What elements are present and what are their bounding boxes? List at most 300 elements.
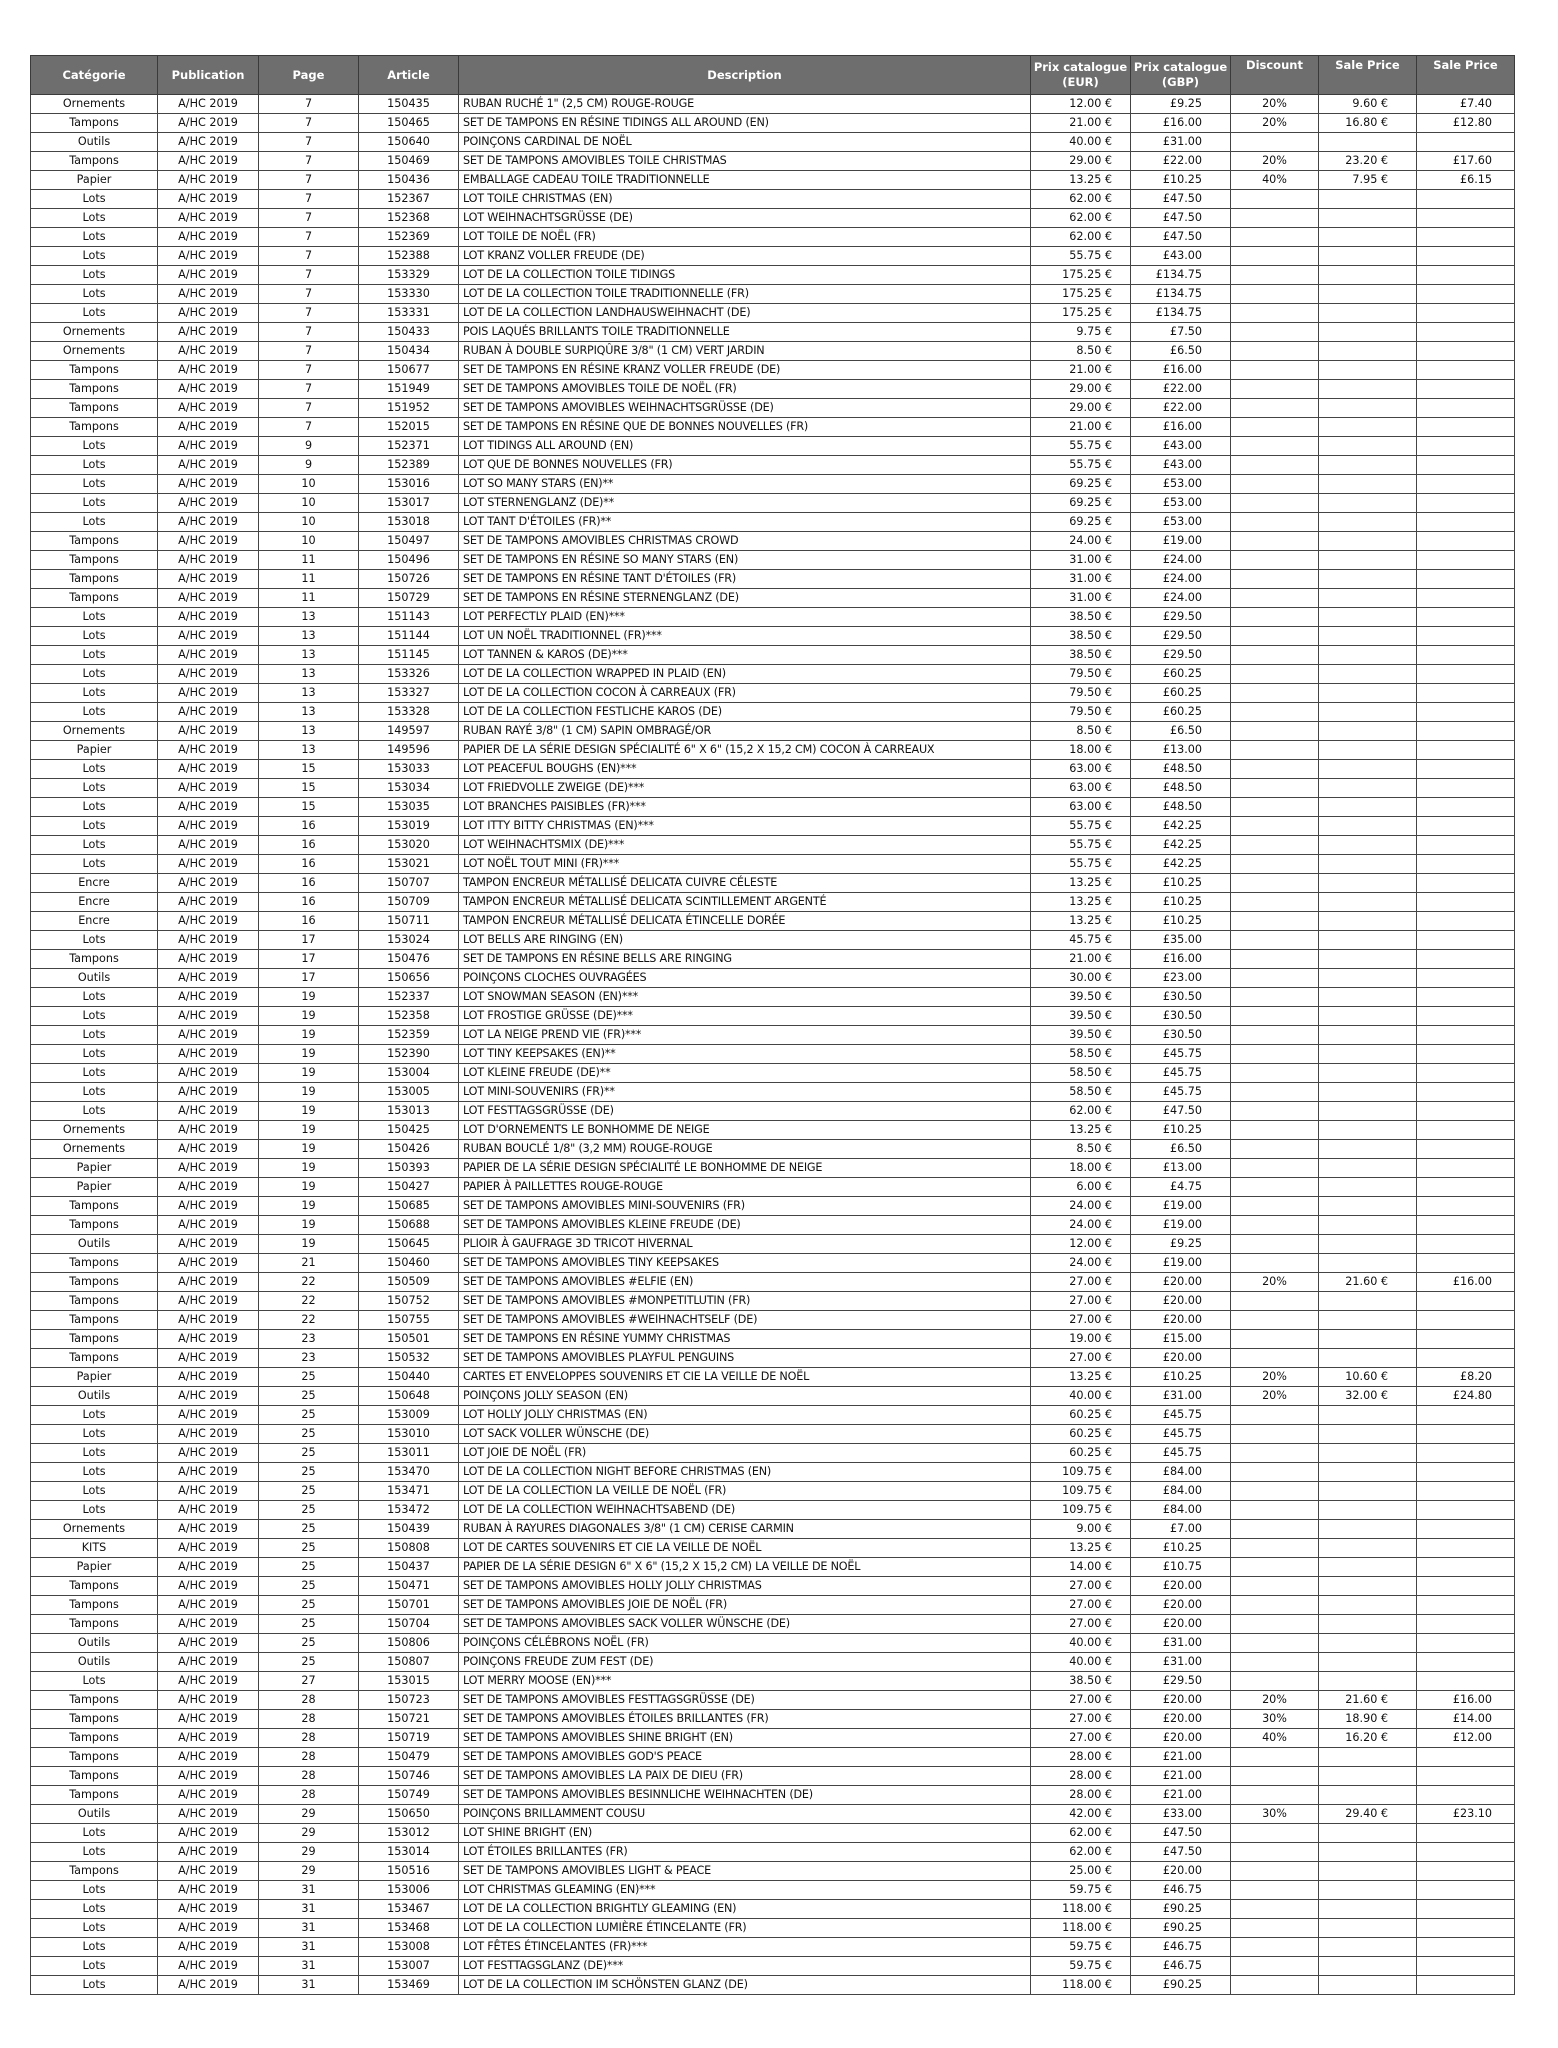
sale-price-eur-cell [1319,836,1417,855]
table-row[interactable] [31,722,1515,741]
prix-gbp-cell: £42.25 [1131,836,1231,855]
prix-gbp-cell: £31.00 [1131,1653,1231,1672]
description-cell: LOT NOËL TOUT MINI (FR)*** [459,855,1031,874]
table-row[interactable] [31,1425,1515,1444]
table-row[interactable] [31,684,1515,703]
publication-cell: A/HC 2019 [158,798,259,817]
page-cell: 10 [259,475,359,494]
prix-eur-cell: 40.00 € [1031,1387,1131,1406]
table-row[interactable] [31,1254,1515,1273]
categorie-cell: Lots [31,988,158,1007]
publication-cell: A/HC 2019 [158,1501,259,1520]
discount-cell [1231,570,1319,589]
page-cell: 31 [259,1919,359,1938]
discount-cell [1231,874,1319,893]
categorie-cell: Tampons [31,1729,158,1748]
prix-eur-cell: 38.50 € [1031,627,1131,646]
sale-price-gbp-cell: £6.15 [1417,171,1515,190]
sale-price-eur-cell [1319,1406,1417,1425]
table-row[interactable] [31,1444,1515,1463]
categorie-cell: Lots [31,1900,158,1919]
table-row[interactable] [31,456,1515,475]
page-cell: 28 [259,1691,359,1710]
page-cell: 16 [259,912,359,931]
prix-eur-cell: 55.75 € [1031,855,1131,874]
header-description[interactable]: Description [459,56,1031,95]
sale-price-eur-cell [1319,1843,1417,1862]
prix-gbp-cell: £48.50 [1131,779,1231,798]
prix-gbp-cell: £16.00 [1131,418,1231,437]
description-cell: LOT BRANCHES PAISIBLES (FR)*** [459,798,1031,817]
description-cell: LOT MINI-SOUVENIRS (FR)** [459,1083,1031,1102]
prix-eur-cell: 58.50 € [1031,1083,1131,1102]
article-cell: 150752 [359,1292,459,1311]
sale-price-gbp-cell [1417,1862,1515,1881]
table-row[interactable] [31,1216,1515,1235]
prix-gbp-cell: £24.00 [1131,570,1231,589]
sale-price-eur-cell [1319,1235,1417,1254]
categorie-cell: Lots [31,1026,158,1045]
header-prix-gbp[interactable] [1131,56,1231,95]
header-page[interactable]: Page [259,56,359,95]
table-row[interactable] [31,1140,1515,1159]
sale-price-eur-cell [1319,950,1417,969]
page-cell: 13 [259,608,359,627]
page-cell: 25 [259,1425,359,1444]
table-row[interactable] [31,380,1515,399]
table-row[interactable] [31,779,1515,798]
description-cell: SET DE TAMPONS AMOVIBLES JOIE DE NOËL (FR) [459,1596,1031,1615]
table-row[interactable] [31,551,1515,570]
prix-gbp-cell: £6.50 [1131,722,1231,741]
page-cell: 7 [259,304,359,323]
description-cell: LOT PERFECTLY PLAID (EN)*** [459,608,1031,627]
prix-eur-cell: 24.00 € [1031,1197,1131,1216]
page-cell: 16 [259,874,359,893]
table-row[interactable] [31,1957,1515,1976]
article-cell: 152388 [359,247,459,266]
table-row[interactable] [31,988,1515,1007]
prix-gbp-cell: £33.00 [1131,1805,1231,1824]
categorie-cell: Lots [31,475,158,494]
prix-eur-cell: 13.25 € [1031,171,1131,190]
publication-cell: A/HC 2019 [158,1767,259,1786]
publication-cell: A/HC 2019 [158,1900,259,1919]
publication-cell: A/HC 2019 [158,1558,259,1577]
publication-cell: A/HC 2019 [158,608,259,627]
sale-price-eur-cell: 7.95 € [1319,171,1417,190]
page-cell: 23 [259,1330,359,1349]
article-cell: 150721 [359,1710,459,1729]
article-cell: 151949 [359,380,459,399]
sale-price-gbp-cell [1417,1539,1515,1558]
header-discount[interactable]: Discount [1231,56,1319,95]
table-row[interactable] [31,342,1515,361]
article-cell: 150701 [359,1596,459,1615]
discount-cell [1231,1634,1319,1653]
table-row[interactable] [31,1976,1515,1995]
categorie-cell: Lots [31,627,158,646]
article-cell: 150719 [359,1729,459,1748]
table-row[interactable] [31,133,1515,152]
prix-gbp-cell: £134.75 [1131,285,1231,304]
page-cell: 25 [259,1615,359,1634]
discount-cell [1231,1045,1319,1064]
categorie-cell: Outils [31,969,158,988]
article-cell: 153035 [359,798,459,817]
table-row[interactable] [31,1862,1515,1881]
article-cell: 153331 [359,304,459,323]
sale-price-eur-cell [1319,665,1417,684]
table-row[interactable] [31,361,1515,380]
publication-cell: A/HC 2019 [158,1843,259,1862]
table-row[interactable] [31,475,1515,494]
sale-price-gbp-cell [1417,798,1515,817]
categorie-cell: Lots [31,1064,158,1083]
prix-gbp-cell: £53.00 [1131,513,1231,532]
table-row[interactable] [31,152,1515,171]
table-row[interactable] [31,95,1515,114]
discount-cell [1231,1577,1319,1596]
description-cell: SET DE TAMPONS AMOVIBLES LIGHT & PEACE [459,1862,1031,1881]
table-row[interactable] [31,627,1515,646]
table-row[interactable] [31,1748,1515,1767]
categorie-cell: Lots [31,855,158,874]
article-cell: 150435 [359,95,459,114]
publication-cell: A/HC 2019 [158,988,259,1007]
header-categorie[interactable]: Catégorie [31,56,158,95]
table-row[interactable] [31,1615,1515,1634]
description-cell: LOT TIDINGS ALL AROUND (EN) [459,437,1031,456]
prix-gbp-cell: £20.00 [1131,1862,1231,1881]
article-cell: 153004 [359,1064,459,1083]
table-row[interactable] [31,190,1515,209]
prix-eur-cell: 62.00 € [1031,1843,1131,1862]
table-body [31,95,1515,1995]
table-row[interactable] [31,1653,1515,1672]
table-row[interactable] [31,1045,1515,1064]
publication-cell: A/HC 2019 [158,589,259,608]
table-row[interactable] [31,1672,1515,1691]
prix-eur-cell: 24.00 € [1031,1254,1131,1273]
page-cell: 13 [259,665,359,684]
table-row[interactable] [31,266,1515,285]
page-cell: 22 [259,1292,359,1311]
table-row[interactable] [31,1292,1515,1311]
table-row[interactable] [31,247,1515,266]
table-row[interactable] [31,1482,1515,1501]
header-sale-price-eur[interactable]: Sale Price [1319,56,1417,95]
table-row[interactable] [31,798,1515,817]
prix-eur-cell: 29.00 € [1031,399,1131,418]
publication-cell: A/HC 2019 [158,836,259,855]
table-row[interactable] [31,399,1515,418]
table-row[interactable] [31,646,1515,665]
table-row[interactable] [31,1311,1515,1330]
table-row[interactable] [31,950,1515,969]
prix-gbp-cell: £90.25 [1131,1900,1231,1919]
table-row[interactable] [31,1710,1515,1729]
description-cell: LOT UN NOËL TRADITIONNEL (FR)*** [459,627,1031,646]
table-row[interactable] [31,1159,1515,1178]
table-row[interactable] [31,1463,1515,1482]
prix-eur-cell: 9.75 € [1031,323,1131,342]
article-cell: 153472 [359,1501,459,1520]
prix-gbp-cell: £45.75 [1131,1045,1231,1064]
table-row[interactable] [31,1235,1515,1254]
sale-price-gbp-cell: £12.80 [1417,114,1515,133]
page-cell: 25 [259,1406,359,1425]
prix-gbp-cell: £13.00 [1131,741,1231,760]
publication-cell: A/HC 2019 [158,1083,259,1102]
table-row[interactable] [31,171,1515,190]
table-row[interactable] [31,1406,1515,1425]
article-cell: 153469 [359,1976,459,1995]
prix-eur-cell: 28.00 € [1031,1786,1131,1805]
table-row[interactable] [31,741,1515,760]
article-cell: 150709 [359,893,459,912]
categorie-cell: Lots [31,931,158,950]
sale-price-gbp-cell [1417,247,1515,266]
publication-cell: A/HC 2019 [158,1881,259,1900]
publication-cell: A/HC 2019 [158,1007,259,1026]
table-row[interactable] [31,1824,1515,1843]
description-cell: SET DE TAMPONS EN RÉSINE STERNENGLANZ (DE) [459,589,1031,608]
prix-eur-cell: 12.00 € [1031,95,1131,114]
table-row[interactable] [31,114,1515,133]
table-row[interactable] [31,1729,1515,1748]
table-row[interactable] [31,304,1515,323]
table-row[interactable] [31,1881,1515,1900]
page-cell: 17 [259,931,359,950]
page-cell: 19 [259,1216,359,1235]
prix-gbp-cell: £47.50 [1131,1824,1231,1843]
table-row[interactable] [31,323,1515,342]
prix-eur-cell: 21.00 € [1031,418,1131,437]
header-sale-price-gbp[interactable]: Sale Price [1417,56,1515,95]
prix-gbp-cell: £10.75 [1131,1558,1231,1577]
categorie-cell: KITS [31,1539,158,1558]
page-cell: 16 [259,836,359,855]
table-row[interactable] [31,1691,1515,1710]
discount-cell [1231,722,1319,741]
page-cell: 25 [259,1539,359,1558]
discount-cell [1231,228,1319,247]
publication-cell: A/HC 2019 [158,1729,259,1748]
discount-cell [1231,1159,1319,1178]
article-cell: 153020 [359,836,459,855]
article-cell: 150425 [359,1121,459,1140]
prix-eur-cell: 27.00 € [1031,1577,1131,1596]
page-cell: 19 [259,1102,359,1121]
sale-price-eur-cell [1319,988,1417,1007]
table-row[interactable] [31,437,1515,456]
discount-cell [1231,1748,1319,1767]
publication-cell: A/HC 2019 [158,1178,259,1197]
table-row[interactable] [31,1843,1515,1862]
table-row[interactable] [31,1596,1515,1615]
description-cell: EMBALLAGE CADEAU TOILE TRADITIONNELLE [459,171,1031,190]
table-row[interactable] [31,893,1515,912]
page-cell: 7 [259,209,359,228]
table-row[interactable] [31,1197,1515,1216]
discount-cell [1231,1064,1319,1083]
header-publication[interactable]: Publication [158,56,259,95]
table-row[interactable] [31,228,1515,247]
page-cell: 19 [259,1178,359,1197]
table-row[interactable] [31,1083,1515,1102]
description-cell: LOT D'ORNEMENTS LE BONHOMME DE NEIGE [459,1121,1031,1140]
page-cell: 7 [259,361,359,380]
table-row[interactable] [31,1805,1515,1824]
article-cell: 152368 [359,209,459,228]
table-row[interactable] [31,1501,1515,1520]
table-row[interactable] [31,1387,1515,1406]
publication-cell: A/HC 2019 [158,722,259,741]
discount-cell [1231,1957,1319,1976]
table-row[interactable] [31,513,1515,532]
article-cell: 153470 [359,1463,459,1482]
description-cell: LOT DE LA COLLECTION TOILE TRADITIONNELLE (FR) [459,285,1031,304]
page-cell: 9 [259,437,359,456]
categorie-cell: Outils [31,133,158,152]
table-row[interactable] [31,1767,1515,1786]
discount-cell [1231,1881,1319,1900]
page-cell: 10 [259,513,359,532]
page-cell: 7 [259,190,359,209]
header-article[interactable]: Article [359,56,459,95]
table-row[interactable] [31,855,1515,874]
categorie-cell: Lots [31,1957,158,1976]
prix-eur-cell: 6.00 € [1031,1178,1131,1197]
table-row[interactable] [31,760,1515,779]
sale-price-eur-cell [1319,133,1417,152]
description-cell: POINÇONS CARDINAL DE NOËL [459,133,1031,152]
table-row[interactable] [31,418,1515,437]
page-cell: 19 [259,1007,359,1026]
discount-cell [1231,1102,1319,1121]
table-row[interactable] [31,1349,1515,1368]
table-row[interactable] [31,1938,1515,1957]
sale-price-gbp-cell [1417,475,1515,494]
table-row[interactable] [31,1026,1515,1045]
sale-price-eur-cell [1319,1216,1417,1235]
table-row[interactable] [31,589,1515,608]
sale-price-gbp-cell [1417,1501,1515,1520]
prix-gbp-cell: £22.00 [1131,152,1231,171]
table-row[interactable] [31,912,1515,931]
discount-cell [1231,1672,1319,1691]
prix-gbp-cell: £30.50 [1131,1007,1231,1026]
sale-price-gbp-cell [1417,190,1515,209]
article-cell: 150479 [359,1748,459,1767]
categorie-cell: Lots [31,836,158,855]
table-row[interactable] [31,1577,1515,1596]
table-row[interactable] [31,817,1515,836]
discount-cell: 20% [1231,1387,1319,1406]
table-row[interactable] [31,608,1515,627]
table-row[interactable] [31,874,1515,893]
article-cell: 153033 [359,760,459,779]
description-cell: SET DE TAMPONS AMOVIBLES TOILE DE NOËL (FR) [459,380,1031,399]
prix-eur-cell: 60.25 € [1031,1425,1131,1444]
discount-cell [1231,418,1319,437]
header-prix-eur[interactable] [1031,56,1131,95]
discount-cell [1231,1235,1319,1254]
article-cell: 153471 [359,1482,459,1501]
discount-cell [1231,1596,1319,1615]
article-cell: 150427 [359,1178,459,1197]
table-row[interactable] [31,1558,1515,1577]
table-row[interactable] [31,836,1515,855]
table-row[interactable] [31,1900,1515,1919]
table-row[interactable] [31,1520,1515,1539]
table-row[interactable] [31,1102,1515,1121]
categorie-cell: Tampons [31,1292,158,1311]
table-row[interactable] [31,1539,1515,1558]
prix-eur-cell: 45.75 € [1031,931,1131,950]
sale-price-gbp-cell [1417,456,1515,475]
article-cell: 150704 [359,1615,459,1634]
sale-price-eur-cell [1319,475,1417,494]
table-row[interactable] [31,494,1515,513]
table-row[interactable] [31,1786,1515,1805]
publication-cell: A/HC 2019 [158,1121,259,1140]
publication-cell: A/HC 2019 [158,1273,259,1292]
sale-price-gbp-cell [1417,1235,1515,1254]
sale-price-eur-cell [1319,418,1417,437]
description-cell: LOT ÉTOILES BRILLANTES (FR) [459,1843,1031,1862]
table-row[interactable] [31,931,1515,950]
sale-price-gbp-cell: £14.00 [1417,1710,1515,1729]
sale-price-gbp-cell [1417,285,1515,304]
table-row[interactable] [31,665,1515,684]
discount-cell [1231,1501,1319,1520]
prix-eur-cell: 19.00 € [1031,1330,1131,1349]
table-row[interactable] [31,1368,1515,1387]
categorie-cell: Lots [31,285,158,304]
article-cell: 151952 [359,399,459,418]
table-row[interactable] [31,1634,1515,1653]
table-row[interactable] [31,209,1515,228]
table-row[interactable] [31,1121,1515,1140]
page-cell: 11 [259,589,359,608]
table-row[interactable] [31,1064,1515,1083]
table-row[interactable] [31,570,1515,589]
prix-eur-cell: 40.00 € [1031,133,1131,152]
sale-price-eur-cell [1319,589,1417,608]
categorie-cell: Lots [31,1444,158,1463]
table-row[interactable] [31,1330,1515,1349]
table-row[interactable] [31,285,1515,304]
publication-cell: A/HC 2019 [158,1653,259,1672]
prix-gbp-cell: £22.00 [1131,399,1231,418]
table-row[interactable] [31,1178,1515,1197]
discount-cell: 30% [1231,1805,1319,1824]
sale-price-gbp-cell [1417,1330,1515,1349]
description-cell: POINÇONS BRILLAMMENT COUSU [459,1805,1031,1824]
table-row[interactable] [31,703,1515,722]
table-row[interactable] [31,1007,1515,1026]
categorie-cell: Papier [31,741,158,760]
description-cell: LOT TOILE DE NOËL (FR) [459,228,1031,247]
sale-price-eur-cell [1319,874,1417,893]
table-row[interactable] [31,1273,1515,1292]
table-row[interactable] [31,1919,1515,1938]
table-row[interactable] [31,969,1515,988]
table-row[interactable] [31,532,1515,551]
discount-cell [1231,1824,1319,1843]
